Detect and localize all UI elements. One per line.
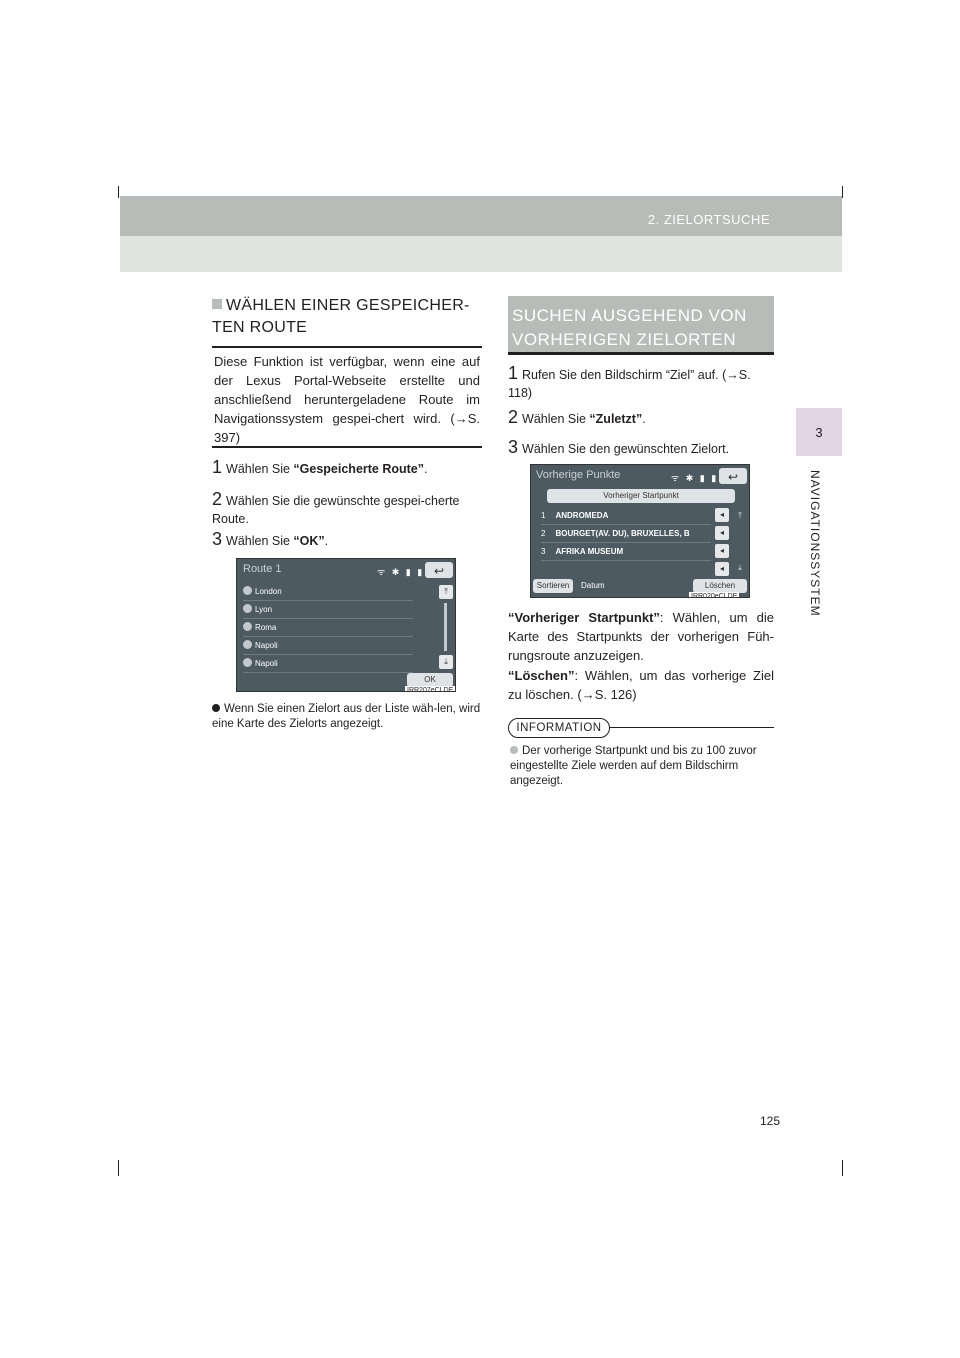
chapter-side-label <box>806 470 822 670</box>
sort-criterion: Datum <box>581 581 605 590</box>
route-row[interactable] <box>243 637 413 655</box>
scroll-bottom-icon[interactable]: ⤓ <box>439 655 453 669</box>
previous-start-point-button[interactable]: Vorheriger Startpunkt <box>547 489 735 503</box>
step-text: Wählen Sie die gewünschte gespei-cherte Route. <box>212 494 460 526</box>
step-number: 2 <box>508 407 519 427</box>
step-number: 1 <box>508 363 519 383</box>
ok-button[interactable]: OK <box>407 673 453 687</box>
back-button[interactable]: ↩ <box>425 562 453 578</box>
chapter-title: 2. ZIELORTSUCHE <box>647 212 770 227</box>
scroll-top-icon[interactable]: ⤒ <box>738 511 742 520</box>
definition: : Wählen, um das vorherige Ziel zu löschen. (→S. 126) <box>508 668 774 702</box>
step-text: Wählen Sie <box>226 534 294 548</box>
step-1 <box>212 458 482 478</box>
section-banner: SUCHEN AUSGEHEND VON VORHERIGEN ZIELORTEN <box>508 296 774 354</box>
information-note-text: Der vorherige Startpunkt und bis zu 100 zuvor eingestellte Ziele werden auf dem Bildschirm angezeigt. <box>510 745 757 787</box>
scrollbar[interactable] <box>444 603 447 651</box>
step-1 <box>508 364 774 402</box>
step-text-end: . <box>424 462 428 476</box>
step-number: 2 <box>212 489 223 509</box>
waypoint-icon <box>243 658 252 667</box>
step-keyword: “OK” <box>293 534 325 548</box>
status-icons: ᯤ ✱ ▮ ▮ <box>671 473 719 483</box>
step-number: 3 <box>212 529 223 549</box>
information-label: INFORMATION <box>508 718 610 738</box>
bullet-note <box>212 702 482 732</box>
heading-square-icon <box>212 299 222 309</box>
step-2 <box>212 490 482 528</box>
image-code: IRR020eCLDE <box>689 592 739 598</box>
bullet-icon <box>510 746 518 754</box>
image-code: IRR207eCLDE <box>405 686 455 692</box>
step-text-end: . <box>642 412 646 426</box>
chapter-side-label-text: NAVIGATIONSSYSTEM <box>808 470 822 617</box>
scroll-top-icon[interactable]: ⤒ <box>439 585 453 599</box>
screen-title: Route 1 <box>243 563 282 575</box>
row-label: AFRIKA MUSEUM <box>555 547 624 556</box>
destination-row[interactable] <box>541 543 711 561</box>
map-arrow-icon[interactable]: ◂ <box>715 562 729 576</box>
status-icons: ᯤ ✱ ▮ ▮ <box>377 567 425 577</box>
route-row[interactable] <box>243 619 413 637</box>
definition: : Wählen, um die Karte des Startpunkts der vorherigen Füh-rungsroute anzuzeigen. <box>508 610 774 663</box>
row-label: ANDROMEDA <box>555 511 609 520</box>
step-text: Rufen Sie den Bildschirm “Ziel” auf. (→S. 118) <box>508 368 751 400</box>
delete-button[interactable]: Löschen <box>693 579 747 593</box>
information-note <box>510 744 776 789</box>
chapter-number: 3 <box>815 424 823 440</box>
row-label: BOURGET(AV. DU), BRUXELLES, B <box>555 529 690 538</box>
page-number: 125 <box>760 1114 781 1128</box>
step-keyword: “Gespeicherte Route” <box>293 462 425 476</box>
route-row-label: Lyon <box>255 605 273 614</box>
route-row-label: London <box>255 587 282 596</box>
waypoint-icon <box>243 586 252 595</box>
step-text-end: . <box>324 534 329 548</box>
waypoint-icon <box>243 604 252 613</box>
header-subband <box>120 236 842 272</box>
waypoint-icon <box>243 622 252 631</box>
waypoint-icon <box>243 640 252 649</box>
step-3 <box>212 530 482 550</box>
sort-button[interactable]: Sortieren <box>533 579 573 593</box>
route-row[interactable] <box>243 583 413 601</box>
bullet-icon <box>212 704 220 712</box>
scroll-bottom-icon[interactable]: ⤓ <box>738 563 742 572</box>
previous-points-screen <box>530 464 750 598</box>
route-row[interactable] <box>243 655 413 673</box>
row-index: 3 <box>541 547 546 556</box>
screen-title: Vorherige Punkte <box>536 469 621 481</box>
step-number: 1 <box>212 457 223 477</box>
route-row-label: Roma <box>255 623 277 632</box>
map-arrow-icon[interactable]: ◂ <box>715 526 729 540</box>
route-row-label: Napoli <box>255 641 278 650</box>
start-point-description <box>508 608 774 665</box>
crop-mark <box>842 1160 843 1176</box>
step-text: Wählen Sie den gewünschten Zielort. <box>522 442 730 456</box>
row-index: 2 <box>541 529 546 538</box>
step-text: Wählen Sie <box>226 462 294 476</box>
crop-mark <box>842 186 843 198</box>
destination-row[interactable] <box>541 507 711 525</box>
route-screen <box>236 558 456 692</box>
section-heading <box>212 295 482 339</box>
row-index: 1 <box>541 511 546 520</box>
availability-note: Diese Funktion ist verfügbar, wenn eine auf der Lexus Portal-Webseite erstellte und anschließend heruntergeladene Route im Navigationssystem gespei-chert wird. (→S. 397) <box>212 346 482 448</box>
step-number: 3 <box>508 437 519 457</box>
delete-description <box>508 666 774 704</box>
crop-mark <box>118 186 119 198</box>
destination-row[interactable] <box>541 525 711 543</box>
back-button[interactable]: ↩ <box>719 468 747 484</box>
term: “Löschen” <box>508 668 575 683</box>
step-2 <box>508 408 774 428</box>
map-arrow-icon[interactable]: ◂ <box>715 544 729 558</box>
chapter-tab <box>796 408 842 456</box>
step-keyword: “Zuletzt” <box>589 412 643 426</box>
route-row[interactable] <box>243 601 413 619</box>
section-heading-text: WÄHLEN EINER GESPEICHER-TEN ROUTE <box>212 297 470 336</box>
crop-mark <box>118 1160 119 1176</box>
term: “Vorheriger Startpunkt” <box>508 610 660 625</box>
banner-rule <box>508 352 774 355</box>
map-arrow-icon[interactable]: ◂ <box>715 508 729 522</box>
route-row-label: Napoli <box>255 659 278 668</box>
step-text: Wählen Sie <box>522 412 590 426</box>
step-3 <box>508 438 774 458</box>
bullet-note-text: Wenn Sie einen Zielort aus der Liste wäh-len, wird eine Karte des Zielorts angezeigt. <box>212 703 481 730</box>
